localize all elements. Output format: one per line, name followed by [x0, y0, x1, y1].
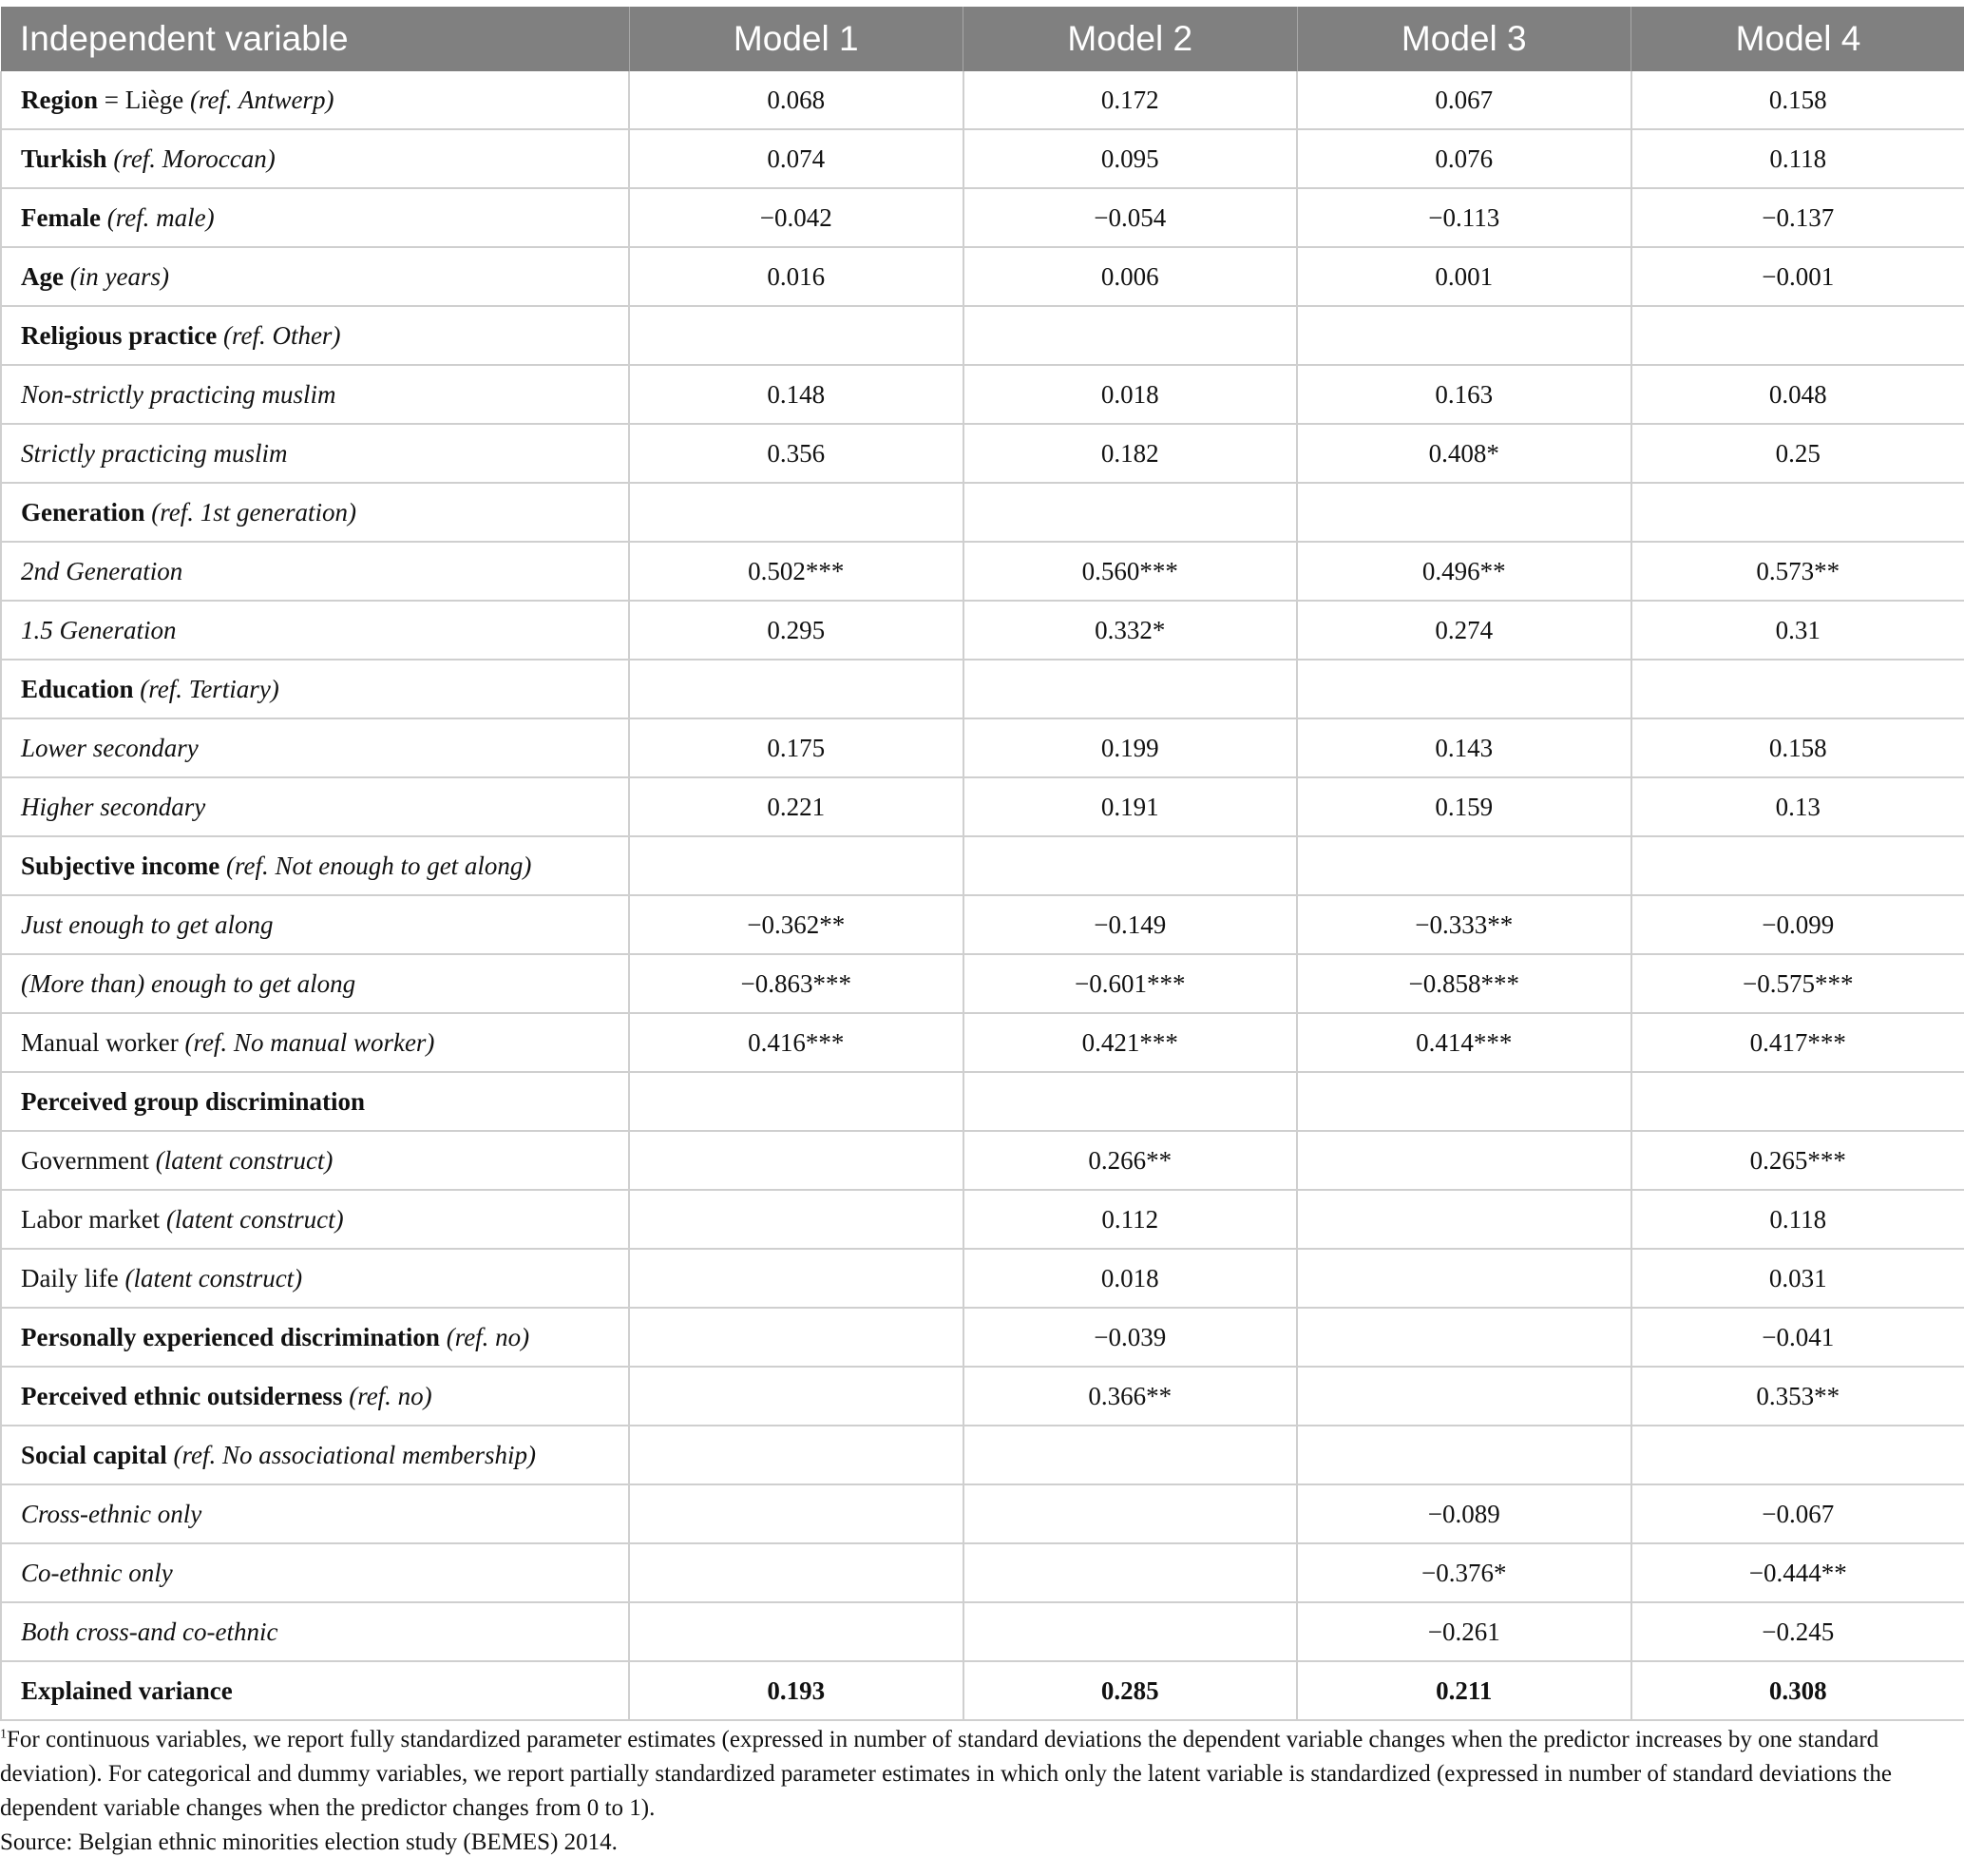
cell-model-4: −0.041	[1631, 1308, 1964, 1367]
cell-model-3: −0.261	[1297, 1602, 1631, 1661]
cell-model-3: 0.274	[1297, 601, 1631, 660]
label-plain	[167, 1441, 174, 1469]
cell-model-1: 0.295	[629, 601, 963, 660]
row-label	[1, 660, 629, 718]
table-row	[1, 1602, 1964, 1661]
table-row	[1, 836, 1964, 895]
label-italic: (ref. Not enough to get along)	[225, 851, 532, 880]
label-bold: Subjective income	[21, 851, 220, 880]
cell-model-2: 0.095	[963, 129, 1298, 188]
cell-model-3: 0.001	[1297, 247, 1631, 306]
cell-model-4: −0.575***	[1631, 954, 1964, 1013]
cell-model-2: 0.182	[963, 424, 1298, 483]
table-row	[1, 424, 1964, 483]
cell-model-4: 0.417***	[1631, 1013, 1964, 1072]
cell-model-1	[629, 1131, 963, 1190]
cell-model-1	[629, 1072, 963, 1131]
cell-model-4	[1631, 1072, 1964, 1131]
row-label	[1, 247, 629, 306]
label-plain	[101, 203, 107, 232]
label-plain: Government	[21, 1145, 156, 1175]
label-italic: Co-ethnic only	[21, 1558, 173, 1587]
cell-model-4: 0.31	[1631, 601, 1964, 660]
cell-model-2: 0.191	[963, 777, 1298, 836]
row-label	[1, 1602, 629, 1661]
label-bold: Turkish	[21, 144, 107, 173]
table-row	[1, 247, 1964, 306]
header-row	[1, 7, 1964, 71]
footnote	[0, 1723, 1938, 1826]
cell-model-2: 0.421***	[963, 1013, 1298, 1072]
cell-model-2: 0.332*	[963, 601, 1298, 660]
label-italic: Just enough to get along	[21, 909, 274, 939]
label-bold: Perceived group discrimination	[21, 1086, 365, 1116]
cell-model-2: −0.039	[963, 1308, 1298, 1367]
cell-model-1: 0.074	[629, 129, 963, 188]
cell-model-3: 0.143	[1297, 718, 1631, 777]
cell-model-3	[1297, 1249, 1631, 1308]
label-italic: (in years)	[69, 261, 169, 291]
cell-model-4	[1631, 836, 1964, 895]
table-row	[1, 1484, 1964, 1543]
cell-model-4: 0.048	[1631, 365, 1964, 424]
cell-model-1: 0.193	[629, 1661, 963, 1720]
row-label	[1, 542, 629, 601]
cell-model-4: 0.308	[1631, 1661, 1964, 1720]
cell-model-4: 0.158	[1631, 71, 1964, 129]
label-italic: (ref. No associational membership)	[173, 1440, 536, 1469]
table-row	[1, 1131, 1964, 1190]
table-body	[1, 71, 1964, 1720]
label-plain	[64, 262, 70, 291]
table-row	[1, 601, 1964, 660]
row-label	[1, 718, 629, 777]
cell-model-2	[963, 660, 1298, 718]
label-italic: Non-strictly practicing muslim	[21, 379, 336, 409]
source-note: Source: Belgian ethnic minorities election study (BEMES) 2014.	[0, 1829, 618, 1855]
row-label	[1, 1131, 629, 1190]
cell-model-3: −0.858***	[1297, 954, 1631, 1013]
cell-model-3	[1297, 1308, 1631, 1367]
header-model-1: Model 1	[629, 7, 963, 71]
cell-model-4: 0.118	[1631, 1190, 1964, 1249]
table-row	[1, 71, 1964, 129]
row-label	[1, 1013, 629, 1072]
label-italic: (ref. male)	[106, 202, 215, 232]
table-row	[1, 1013, 1964, 1072]
cell-model-3: −0.333**	[1297, 895, 1631, 954]
cell-model-1: −0.863***	[629, 954, 963, 1013]
cell-model-3: 0.408*	[1297, 424, 1631, 483]
cell-model-4: −0.099	[1631, 895, 1964, 954]
label-plain	[217, 321, 223, 350]
cell-model-2	[963, 1426, 1298, 1484]
table-row	[1, 954, 1964, 1013]
cell-model-1	[629, 1249, 963, 1308]
label-italic: Higher secondary	[21, 792, 206, 821]
label-plain: Daily life	[21, 1263, 125, 1292]
label-italic: (latent construct)	[165, 1204, 344, 1234]
cell-model-2: 0.112	[963, 1190, 1298, 1249]
cell-model-1	[629, 660, 963, 718]
label-plain: Labor market	[21, 1204, 166, 1234]
cell-model-4: 0.13	[1631, 777, 1964, 836]
cell-model-3: 0.159	[1297, 777, 1631, 836]
cell-model-4	[1631, 306, 1964, 365]
cell-model-2: 0.560***	[963, 542, 1298, 601]
cell-model-1: 0.502***	[629, 542, 963, 601]
cell-model-4: 0.353**	[1631, 1367, 1964, 1426]
cell-model-1: 0.356	[629, 424, 963, 483]
cell-model-4: −0.001	[1631, 247, 1964, 306]
cell-model-1	[629, 1367, 963, 1426]
cell-model-4: 0.265***	[1631, 1131, 1964, 1190]
label-bold: Generation	[21, 497, 145, 526]
row-label	[1, 365, 629, 424]
row-label	[1, 895, 629, 954]
cell-model-4: −0.067	[1631, 1484, 1964, 1543]
cell-model-4	[1631, 660, 1964, 718]
label-bold: Perceived ethnic outsiderness	[21, 1381, 343, 1410]
cell-model-3	[1297, 306, 1631, 365]
cell-model-3	[1297, 1131, 1631, 1190]
cell-model-3	[1297, 1367, 1631, 1426]
cell-model-3: 0.414***	[1297, 1013, 1631, 1072]
cell-model-4: 0.158	[1631, 718, 1964, 777]
table-row	[1, 1308, 1964, 1367]
cell-model-4: 0.031	[1631, 1249, 1964, 1308]
results-table	[0, 7, 1964, 1721]
label-plain	[219, 852, 226, 880]
table-row	[1, 777, 1964, 836]
label-bold: Region	[21, 85, 98, 114]
cell-model-1: −0.042	[629, 188, 963, 247]
cell-model-3: −0.376*	[1297, 1543, 1631, 1602]
cell-model-4: −0.245	[1631, 1602, 1964, 1661]
label-plain	[440, 1323, 447, 1351]
label-italic: (ref. no)	[446, 1322, 530, 1351]
table-row	[1, 483, 1964, 542]
row-label	[1, 954, 629, 1013]
table-row	[1, 129, 1964, 188]
cell-model-2: 0.366**	[963, 1367, 1298, 1426]
cell-model-1	[629, 836, 963, 895]
table-row	[1, 895, 1964, 954]
cell-model-3	[1297, 1190, 1631, 1249]
cell-model-2: −0.149	[963, 895, 1298, 954]
label-italic: (ref. Antwerp)	[189, 85, 334, 114]
cell-model-1: −0.362**	[629, 895, 963, 954]
cell-model-2: 0.266**	[963, 1131, 1298, 1190]
row-label	[1, 1661, 629, 1720]
cell-model-1	[629, 306, 963, 365]
cell-model-2: −0.601***	[963, 954, 1298, 1013]
cell-model-4: −0.444**	[1631, 1543, 1964, 1602]
table-row	[1, 365, 1964, 424]
cell-model-3	[1297, 1426, 1631, 1484]
cell-model-2: 0.285	[963, 1661, 1298, 1720]
cell-model-1	[629, 483, 963, 542]
cell-model-2	[963, 306, 1298, 365]
row-label	[1, 71, 629, 129]
row-label	[1, 1249, 629, 1308]
cell-model-4: −0.137	[1631, 188, 1964, 247]
row-label	[1, 1072, 629, 1131]
table-notes	[0, 1723, 1938, 1860]
cell-model-2	[963, 1484, 1298, 1543]
label-italic: 1.5 Generation	[21, 615, 177, 644]
label-italic: (More than) enough to get along	[21, 968, 356, 998]
label-italic: (ref. Other)	[222, 320, 341, 350]
cell-model-3	[1297, 660, 1631, 718]
table-row	[1, 1661, 1964, 1720]
cell-model-1	[629, 1308, 963, 1367]
cell-model-3	[1297, 1072, 1631, 1131]
cell-model-2: 0.018	[963, 365, 1298, 424]
label-italic: Both cross-and co-ethnic	[21, 1617, 278, 1646]
table-row	[1, 188, 1964, 247]
table-row	[1, 1543, 1964, 1602]
cell-model-4	[1631, 1426, 1964, 1484]
cell-model-3: −0.113	[1297, 188, 1631, 247]
cell-model-2: −0.054	[963, 188, 1298, 247]
table-row	[1, 1249, 1964, 1308]
label-italic: (latent construct)	[124, 1263, 303, 1292]
cell-model-2: 0.172	[963, 71, 1298, 129]
label-bold: Female	[21, 202, 101, 232]
cell-model-1	[629, 1602, 963, 1661]
header-model-4: Model 4	[1631, 7, 1964, 71]
cell-model-3	[1297, 483, 1631, 542]
label-italic: (ref. Tertiary)	[140, 674, 279, 703]
table-row	[1, 1190, 1964, 1249]
row-label	[1, 601, 629, 660]
table-row	[1, 660, 1964, 718]
label-bold: Religious practice	[21, 320, 218, 350]
row-label	[1, 836, 629, 895]
cell-model-3	[1297, 836, 1631, 895]
row-label	[1, 483, 629, 542]
row-label	[1, 188, 629, 247]
cell-model-4: 0.118	[1631, 129, 1964, 188]
cell-model-3: 0.211	[1297, 1661, 1631, 1720]
cell-model-3: 0.067	[1297, 71, 1631, 129]
cell-model-3: −0.089	[1297, 1484, 1631, 1543]
table-row	[1, 306, 1964, 365]
cell-model-2	[963, 1543, 1298, 1602]
row-label	[1, 129, 629, 188]
cell-model-2	[963, 836, 1298, 895]
cell-model-1	[629, 1484, 963, 1543]
label-italic: Strictly practicing muslim	[21, 438, 288, 468]
footnote-text: For continuous variables, we report fully standardized parameter estimates (expressed in number of standard deviations the dependent variable changes when the predictor increases by one standard deviation). For categorical and dummy variables, we report partially standardized parameter estimates in which only the latent variable is standardized (expressed in number of standard deviations the dependent variable changes when the predictor changes from 0 to 1).	[0, 1727, 1892, 1821]
table-row	[1, 718, 1964, 777]
label-italic: (ref. no)	[349, 1381, 432, 1410]
table-row	[1, 542, 1964, 601]
row-label	[1, 1426, 629, 1484]
label-italic: 2nd Generation	[21, 556, 183, 585]
row-label	[1, 424, 629, 483]
cell-model-1: 0.148	[629, 365, 963, 424]
cell-model-1: 0.068	[629, 71, 963, 129]
cell-model-1	[629, 1543, 963, 1602]
cell-model-2	[963, 483, 1298, 542]
cell-model-4: 0.25	[1631, 424, 1964, 483]
label-bold: Age	[21, 261, 64, 291]
cell-model-1: 0.221	[629, 777, 963, 836]
cell-model-1: 0.016	[629, 247, 963, 306]
row-label	[1, 777, 629, 836]
header-independent-variable: Independent variable	[1, 7, 629, 71]
header-model-2: Model 2	[963, 7, 1298, 71]
label-italic: (latent construct)	[155, 1145, 334, 1175]
row-label	[1, 1190, 629, 1249]
label-italic: Lower secondary	[21, 733, 199, 762]
label-italic: (ref. Moroccan)	[113, 144, 276, 173]
table-header	[1, 7, 1964, 71]
cell-model-2: 0.199	[963, 718, 1298, 777]
label-plain: = Liège	[98, 85, 190, 114]
label-italic: Cross-ethnic only	[21, 1499, 202, 1528]
table-row	[1, 1367, 1964, 1426]
cell-model-3: 0.163	[1297, 365, 1631, 424]
label-italic: (ref. No manual worker)	[184, 1027, 435, 1057]
cell-model-3: 0.496**	[1297, 542, 1631, 601]
row-label	[1, 1484, 629, 1543]
header-model-3: Model 3	[1297, 7, 1631, 71]
cell-model-2	[963, 1602, 1298, 1661]
label-bold: Explained variance	[21, 1675, 233, 1705]
cell-model-2: 0.018	[963, 1249, 1298, 1308]
cell-model-1: 0.175	[629, 718, 963, 777]
row-label	[1, 1367, 629, 1426]
table-row	[1, 1426, 1964, 1484]
label-bold: Personally experienced discrimination	[21, 1322, 440, 1351]
cell-model-2: 0.006	[963, 247, 1298, 306]
footnote-marker: 1	[0, 1727, 7, 1742]
cell-model-1: 0.416***	[629, 1013, 963, 1072]
label-italic: (ref. 1st generation)	[151, 497, 356, 526]
cell-model-1	[629, 1426, 963, 1484]
label-bold: Education	[21, 674, 134, 703]
cell-model-4: 0.573**	[1631, 542, 1964, 601]
table-row	[1, 1072, 1964, 1131]
cell-model-2	[963, 1072, 1298, 1131]
row-label	[1, 1308, 629, 1367]
cell-model-3: 0.076	[1297, 129, 1631, 188]
row-label	[1, 1543, 629, 1602]
cell-model-4	[1631, 483, 1964, 542]
label-bold: Social capital	[21, 1440, 167, 1469]
row-label	[1, 306, 629, 365]
cell-model-1	[629, 1190, 963, 1249]
label-plain: Manual worker	[21, 1027, 185, 1057]
